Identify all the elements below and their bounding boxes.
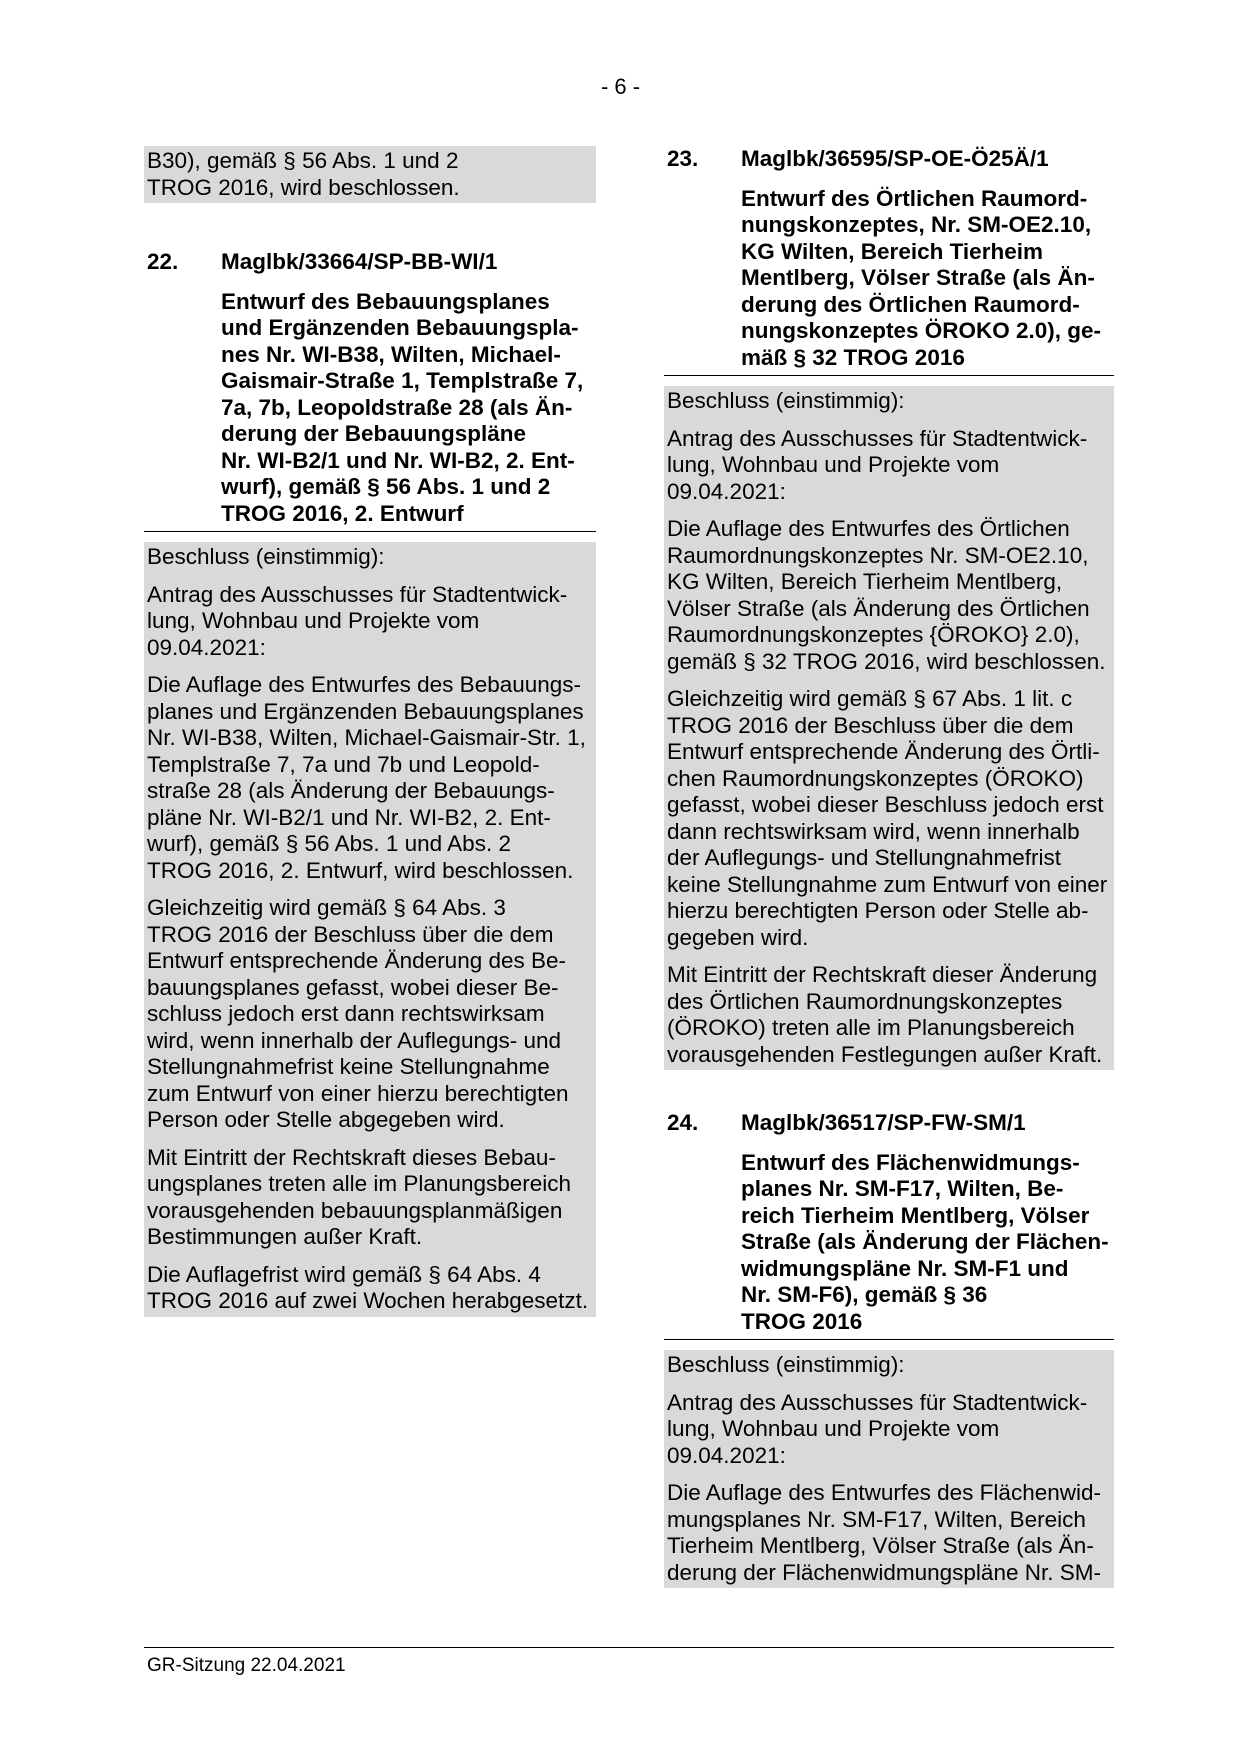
item-number: 23. [667,146,699,171]
item-title: Entwurf des Örtlichen Raumord- nungskonzeptes, Nr. SM-OE2.10, KG Wilten, Bereich Tierheim Mentlberg, Völser Straße (als Än- derung des Örtlichen Raumord- nungskonzeptes ÖROKO 2.0), ge- mäß § 32 TROG 2016 [741,185,1102,370]
item-title: Entwurf des Flächenwidmungs- planes Nr. SM-F17, Wilten, Be- reich Tierheim Mentlberg, Völser Straße (als Änderung der Flächen- widmungspläne Nr. SM-F1 und Nr. SM-F6), gemäß § 36 TROG 2016 [741,1149,1109,1334]
resolution-label: Beschluss (einstimmig): [667,1352,905,1377]
concurrent-paragraph: Gleichzeitig wird gemäß § 67 Abs. 1 lit. c TROG 2016 der Beschluss über die dem Entwurf entsprechende Änderung des Örtli- chen Raumordnungskonzeptes (ÖROKO) gefasst, wobei dieser Beschluss jedoch erst dann rechtswirksam wird, wenn innerhalb der Auflegungs- und Stellungnahmefrist keine Stellungnahme zum Entwurf von einer hierzu berechtigten Person oder Stelle ab- gegeben wird. [667,686,1108,950]
resolution-label: Beschluss (einstimmig): [147,544,385,569]
left-column [144,146,596,203]
concurrent-paragraph: Gleichzeitig wird gemäß § 64 Abs. 3 TROG 2016 der Beschluss über die dem Entwurf entsprechende Änderung des Be- bauungsplanes gefasst, wobei dieser Be- schluss jedoch erst dann rechtswirksam wird, wenn innerhalb der Auflegungs- und Stellungnahmefrist keine Stellungnahme zum Entwurf von einer hierzu berechtigten Person oder Stelle abgegeben wird. [147,895,569,1132]
divider [664,1339,1114,1340]
decision-paragraph: Die Auflage des Entwurfes des Bebauungs- planes und Ergänzenden Bebauungsplanes Nr. WI-B38, Wilten, Michael-Gaismair-Str. 1, Templstraße 7, 7a und 7b und Leopold- straße 28 (als Änderung der Bebauungs- pläne Nr. WI-B2/1 und Nr. WI-B2, 2. Ent- wurf), gemäß § 56 Abs. 1 und Abs. 2 TROG 2016, 2. Entwurf, wird beschlossen. [147,672,586,883]
footer-divider [144,1647,1114,1648]
item-number: 24. [667,1110,699,1135]
item-code: Maglbk/33664/SP-BB-WI/1 [221,249,498,274]
resolution-label: Beschluss (einstimmig): [667,388,905,413]
text-line: B30), gemäß § 56 Abs. 1 und 2 [147,148,459,173]
agenda-item-24 [664,1110,1114,1588]
resolution-block [144,542,596,1317]
decision-paragraph: Die Auflage des Entwurfes des Flächenwid- mungsplanes Nr. SM-F17, Wilten, Bereich Tierheim Mentlberg, Völser Straße (als Än- derung der Flächenwidmungspläne Nr. SM- [667,1480,1101,1585]
item-code: Maglbk/36517/SP-FW-SM/1 [741,1110,1026,1135]
divider [144,531,596,532]
motion-paragraph: Antrag des Ausschusses für Stadtentwick- lung, Wohnbau und Projekte vom 09.04.2021: [147,581,568,660]
resolution-block [664,1350,1114,1588]
resolution-block [664,386,1114,1070]
motion-paragraph: Antrag des Ausschusses für Stadtentwick- lung, Wohnbau und Projekte vom 09.04.2021: [667,1389,1088,1468]
decision-paragraph: Die Auflage des Entwurfes des Örtlichen Raumordnungskonzeptes Nr. SM-OE2.10, KG Wilten, Bereich Tierheim Mentlberg, Völser Straße (als Änderung des Örtlichen Raumordnungskonzeptes {ÖROKO} 2.0), gemäß § 32 TROG 2016, wird beschlossen. [667,516,1106,674]
effect-paragraph: Mit Eintritt der Rechtskraft dieses Bebau- ungsplanes treten alle im Planungsbereich vorausgehenden bebauungsplanmäßigen Bestimmungen außer Kraft. [147,1144,572,1249]
carryover-text-block [144,146,596,203]
deadline-paragraph: Die Auflagefrist wird gemäß § 64 Abs. 4 TROG 2016 auf zwei Wochen herabgesetzt. [147,1261,589,1313]
motion-paragraph: Antrag des Ausschusses für Stadtentwick- lung, Wohnbau und Projekte vom 09.04.2021: [667,425,1088,504]
footer-text: GR-Sitzung 22.04.2021 [147,1655,346,1676]
item-title: Entwurf des Bebauungsplanes und Ergänzenden Bebauungspla- nes Nr. WI-B38, Wilten, Michael- Gaismair-Straße 1, Templstraße 7, 7a, 7b, Leopoldstraße 28 (als Än- derung der Bebauungspläne Nr. WI-B2/1 und Nr. WI-B2, 2. Ent- wurf), gemäß § 56 Abs. 1 und 2 TROG 2016, 2. Entwurf [221,288,584,526]
agenda-item-23 [664,146,1114,1070]
page-number: - 6 - [600,74,641,99]
text-line: TROG 2016, wird beschlossen. [147,174,460,200]
effect-paragraph: Mit Eintritt der Rechtskraft dieser Änderung des Örtlichen Raumordnungskonzeptes (ÖROKO) treten alle im Planungsbereich vorausgehenden Festlegungen außer Kraft. [667,962,1103,1067]
item-code: Maglbk/36595/SP-OE-Ö25Ä/1 [741,146,1049,171]
divider [664,375,1114,376]
agenda-item-22 [144,249,596,1317]
item-number: 22. [147,249,179,274]
